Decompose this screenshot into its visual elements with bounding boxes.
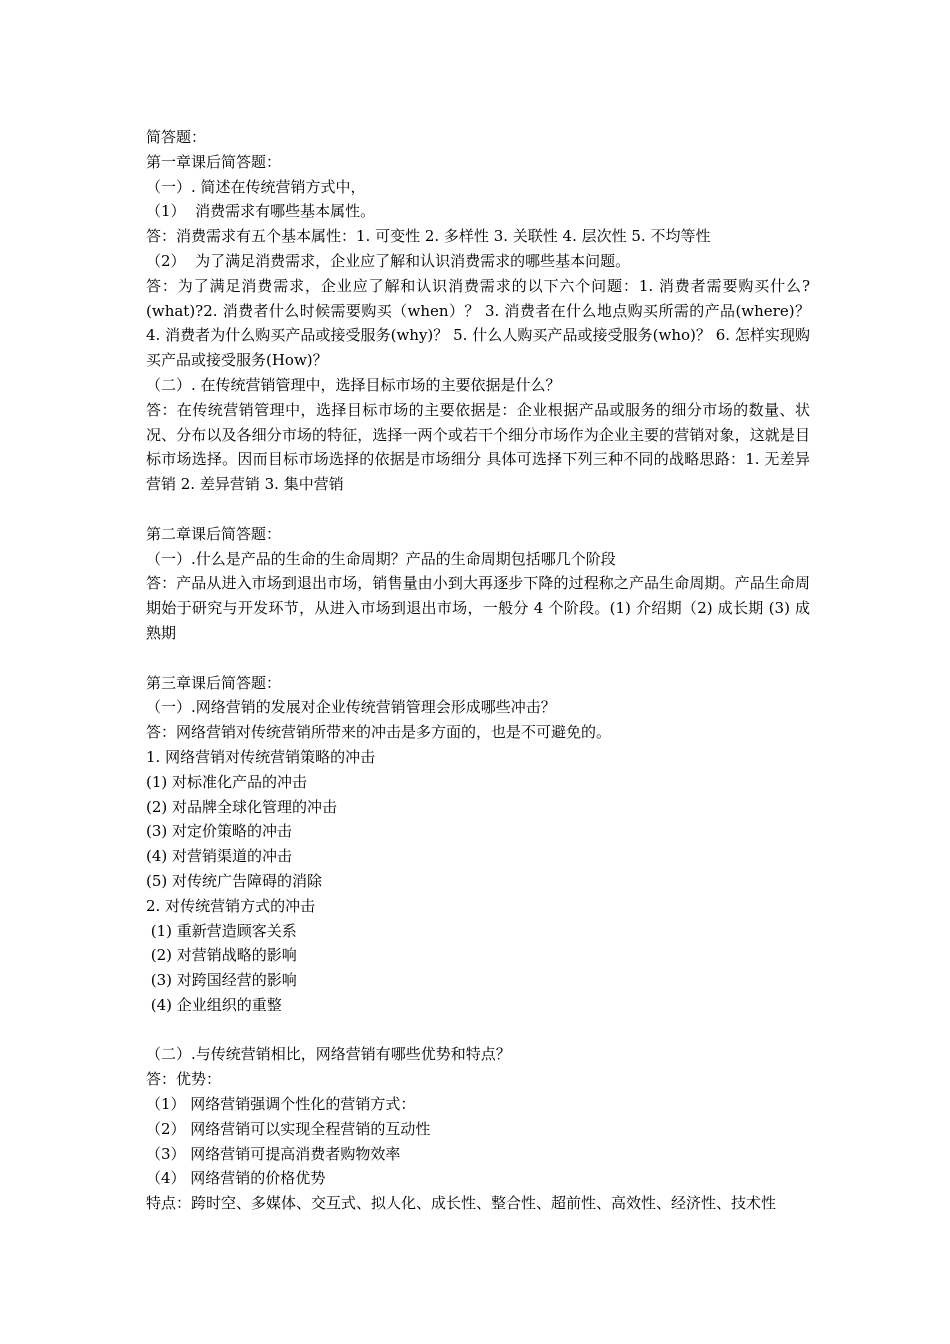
document-title: 简答题： (146, 128, 207, 146)
chapter3-answer-1: 答：网络营销对传统营销所带来的冲击是多方面的，也是不可避免的。 (146, 723, 612, 742)
chapter1-answer-3: 答：在传统营销管理中，选择目标市场的主要依据是：企业根据产品或服务的细分市场的数量、状况、分布以及各细分市场的特征，选择一两个或若干个细分市场作为企业主要的营销对象，这就是目标市场选择。因而目标市场选择的依据是市场细分 具体可选择下列三种不同的战略思路：1. 无差异营销 2. 差异营销 3. 集中营销 (146, 400, 810, 494)
spacer (146, 646, 810, 671)
list-item: （2） 网络营销可以实现全程营销的互动性 (146, 1119, 431, 1138)
list-item: (1) 重新营造顾客关系 (146, 921, 297, 940)
chapter3-features: 特点：跨时空、多媒体、交互式、拟人化、成长性、整合性、超前性、高效性、经济性、技术性 (146, 1194, 777, 1213)
list-item: (2) 对营销战略的影响 (146, 946, 297, 965)
list-item: (3) 对跨国经营的影响 (146, 971, 297, 990)
chapter1-heading: 第一章课后简答题： (146, 152, 282, 171)
chapter2-heading: 第二章课后简答题： (146, 524, 282, 543)
document-page (146, 125, 810, 1216)
list-item: (5) 对传统广告障碍的消除 (146, 871, 323, 890)
list-item: (4) 对营销渠道的冲击 (146, 847, 293, 866)
chapter1-question-2: （二）. 在传统营销管理中，选择目标市场的主要依据是什么？ (146, 375, 561, 394)
chapter3-point-2: 2. 对传统营销方式的冲击 (146, 896, 316, 915)
list-item: (2) 对品牌全球化管理的冲击 (146, 797, 338, 816)
chapter3-question-1: （一）.网络营销的发展对企业传统营销管理会形成哪些冲击？ (146, 698, 556, 717)
list-item: （4） 网络营销的价格优势 (146, 1169, 326, 1188)
chapter1-answer-2: 答：为了满足消费需求，企业应了解和认识消费需求的以下六个问题：1. 消费者需要购买什么?(what)?2. 消费者什么时候需要购买（when）？ 3. 消费者在什么地点购买所需的产品(where)？ 4. 消费者为什么购买产品或接受服务(why)？ 5. 什么人购买产品或接受服务(who)？ 6. 怎样实现购买产品或接受服务(How)？ (146, 276, 810, 370)
spacer (146, 497, 810, 522)
chapter2-question-1: （一）.什么是产品的生命的生命周期？产品的生命周期包括哪几个阶段 (146, 549, 616, 568)
chapter1-question-1: （一）. 简述在传统营销方式中， (146, 177, 366, 196)
chapter3-question-2: （二）.与传统营销相比，网络营销有哪些优势和特点？ (146, 1045, 511, 1064)
spacer (146, 1018, 810, 1043)
chapter2-answer-1: 答：产品从进入市场到退出市场，销售量由小到大再逐步下降的过程称之产品生命周期。产品生命周期始于研究与开发环节，从进入市场到退出市场，一般分 4 个阶段。(1) 介绍期（2) 成长期 (3) 成熟期 (146, 574, 810, 642)
list-item: （1） 网络营销强调个性化的营销方式： (146, 1095, 416, 1114)
chapter1-subquestion-2: （2） 为了满足消费需求，企业应了解和认识消费需求的哪些基本问题。 (146, 251, 631, 270)
chapter3-point-1: 1. 网络营销对传统营销策略的冲击 (146, 747, 376, 766)
list-item: (4) 企业组织的重整 (146, 995, 282, 1014)
list-item: (3) 对定价策略的冲击 (146, 822, 293, 841)
list-item: (1) 对标准化产品的冲击 (146, 772, 308, 791)
chapter1-subquestion-1: （1） 消费需求有哪些基本属性。 (146, 202, 376, 221)
chapter3-answer-2-intro: 答：优势： (146, 1070, 222, 1089)
chapter3-heading: 第三章课后简答题： (146, 673, 282, 692)
chapter1-answer-1: 答：消费需求有五个基本属性：1. 可变性 2. 多样性 3. 关联性 4. 层次性 5. 不均等性 (146, 227, 711, 246)
list-item: （3） 网络营销可提高消费者购物效率 (146, 1144, 401, 1163)
